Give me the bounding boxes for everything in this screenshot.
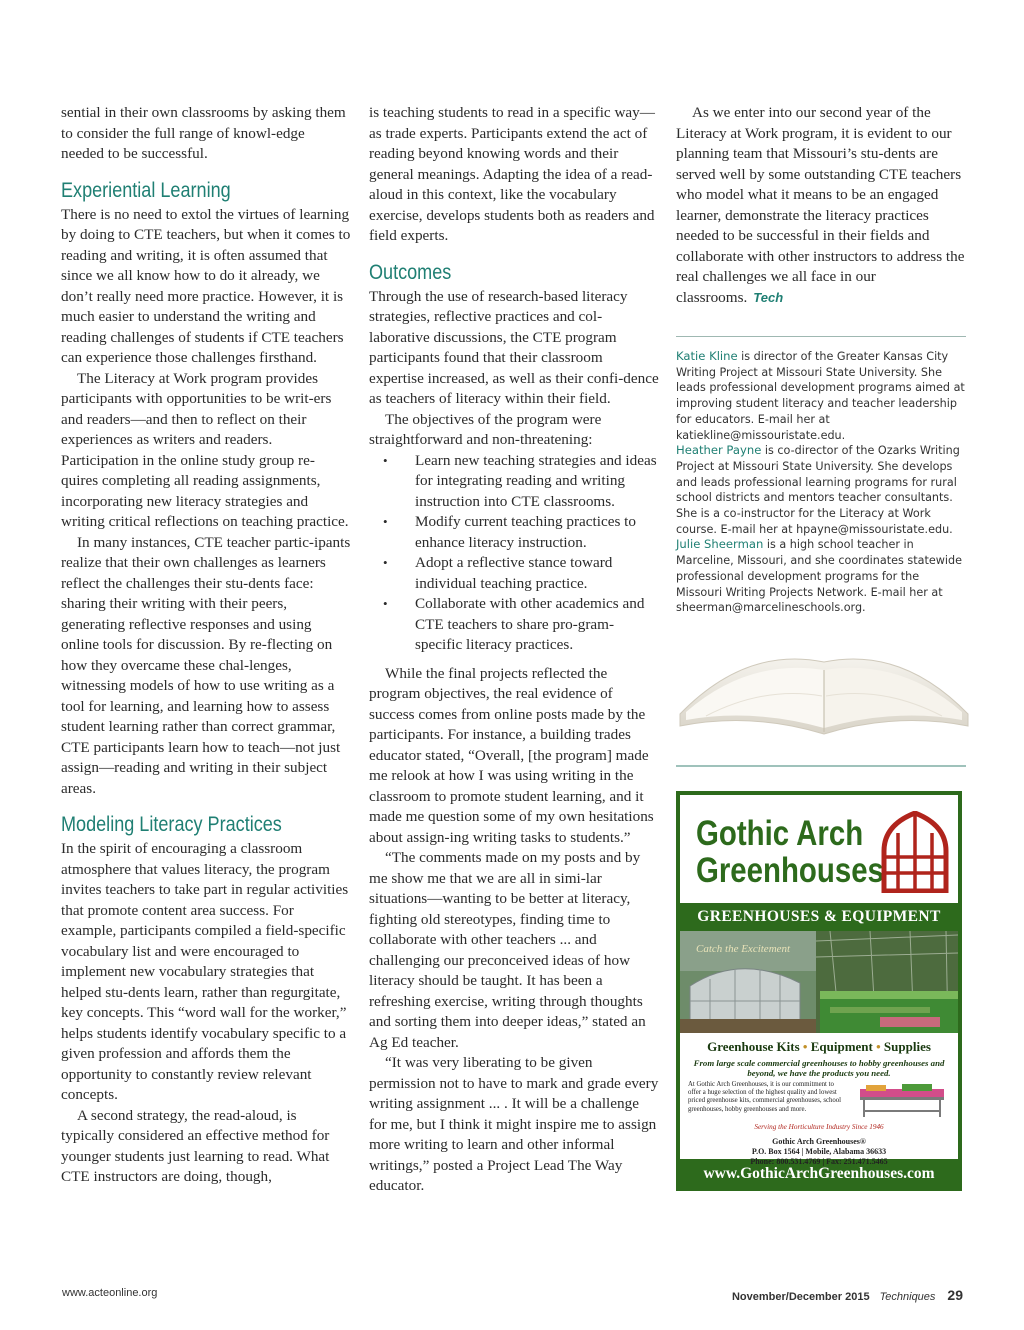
ad-band: GREENHOUSES & EQUIPMENT — [680, 903, 958, 931]
author-bio-text: is co-director of the Ozarks Writing Project at Missouri State University. She develops and leads professional learning programs for rural school districts and mentors teacher consultants. She is a co-instructor for the Literacy at Work course. E-mail her at hpayne@missouristate.edu. — [676, 444, 960, 536]
list-item: • Adopt a reflective stance toward individual teaching practice. — [369, 553, 659, 594]
author-name: Julie Sheerman — [676, 537, 764, 552]
divider — [676, 765, 966, 767]
page-number: 29 — [947, 1287, 963, 1303]
author-bio — [676, 537, 966, 616]
product: Greenhouse Kits — [707, 1039, 800, 1055]
author-bio — [676, 443, 966, 537]
ad-title-line: Gothic Arch — [696, 814, 864, 854]
since-text: Serving the Horticulture Industry Since 1946 — [754, 1122, 884, 1131]
gothic-arch-logo-icon — [878, 811, 952, 893]
paragraph: Through the use of research-based literacy strategies, reflective practices and col-laborative discussions, the CTE program participants found that their classroom expertise increased, as well as their confi-dence as teachers of literacy within their field. — [369, 287, 659, 407]
author-name: Heather Payne — [676, 443, 762, 458]
paragraph: There is no need to extol the virtues of learning by doing to CTE teachers, but when it comes to reading and writing, it is often assumed that since we all know how to do it already, we don’t really need more practice. However, it is much easier to understand the writing and reading challenges of students if CTE teachers can experience those challenges firsthand. — [61, 205, 351, 366]
footer-website[interactable]: www.acteonline.org — [62, 1287, 158, 1299]
author-bio — [676, 349, 966, 443]
paragraph: In many instances, CTE teacher partic-ipants realize that their own challenges as learners reflect the challenges their stu-dents face: sharing their writing with their peers, generating reflective responses and using online tools for discussion. By re-flecting on how they overcame these chal-lenges, witnessing models of how to use writing as a tool for learning, and learning how to assess student learning rather than correct grammar, CTE participants learn how to teach—not just assign—reading and writing in their subject areas. — [61, 533, 351, 797]
end-mark: Tech — [753, 289, 784, 305]
divider — [676, 336, 966, 337]
section-heading-outcomes: Outcomes — [369, 260, 452, 284]
paragraph: A second strategy, the read-aloud, is typically considered an effective method for younger students just learning to read. What CTE instructors are doing, though, — [61, 1106, 330, 1185]
paragraph: The Literacy at Work program provides participants with opportunities to be writ-ers and readers—and then to reflect on their experiences as writers and readers. Participation in the online study group re-quires completing all reading assignments, incorporating new literacy strategies and writing critical reflections on teaching practice. — [61, 369, 349, 530]
list-item: • Modify current teaching practices to enhance literacy instruction. — [369, 512, 659, 553]
list-item: • Collaborate with other academics and CTE teachers to share pro-gram-specific literacy practices. — [369, 594, 659, 656]
product: Supplies — [883, 1039, 931, 1055]
issue-date: November/December 2015 — [731, 1291, 870, 1303]
author-name: Katie Kline — [676, 349, 738, 363]
paragraph: sential in their own classrooms by asking them to consider the full range of knowl-edge needed to be successful. — [61, 104, 346, 162]
paragraph: While the final projects reflected the program objectives, the real evidence of success comes from online posts made by the participants. For instance, a building trades educator stated, “Overall, [the program] made me relook at how I was using writing in the classroom to promote student learning, and it made me question some of my own hesitations about assign-ing writing tasks to students.” — [369, 664, 654, 846]
commitment-text: At Gothic Arch Greenhouses, it is our commitment to offer a huge selection of the highest quality and lowest priced greenhouse kits, commercial greenhouses, school greenhouses, hobby greenhouses and more. — [688, 1080, 842, 1113]
ad-title-line: Greenhouses — [696, 851, 884, 891]
ad-title — [696, 815, 889, 889]
product: Equipment — [810, 1039, 873, 1055]
author-bio-text: is a high school teacher in Marceline, Missouri, and she coordinates statewide professional development programs for the Missouri Writing Projects Network. E-mail her at sheerman@marcelineschools.org. — [676, 538, 962, 615]
ad-website-link[interactable]: www.GothicArchGreenhouses.com — [703, 1165, 935, 1183]
list-item: • Learn new teaching strategies and ideas for integrating reading and writing instruction into CTE classrooms. — [369, 451, 659, 513]
ad-header — [680, 795, 958, 903]
paragraph: “The comments made on my posts and by me show me that we are all in simi-lar situations—wanting to be better at literacy, fighting old stereotypes, finding time to collaborate with other teachers ... and challenging our preconceived ideas of how literacy should be taught. It has been a refreshing exercise, writing through thoughts and sorting them into deeper ideas,” stated an Ag Ed teacher. — [369, 849, 646, 1051]
gothic-arch-advertisement[interactable] — [676, 791, 962, 1191]
paragraph-text: As we enter into our second year of the Literacy at Work program, it is evident to our planning team that Missouri’s stu-dents are served well by some outstanding CTE teachers who model what it means to be an engaged learner, demonstrate the literacy practices needed to be successful in their fields and collaborate with other instructors to address the real challenges we all face in our classrooms. — [676, 104, 965, 306]
ad-info — [680, 1033, 958, 1167]
greenhouse-bench-photo — [852, 1081, 952, 1119]
article-column-3 — [676, 103, 966, 1191]
section-heading-experiential-learning: Experiential Learning — [61, 178, 231, 202]
company-address: P.O. Box 1564 | Mobile, Alabama 36633 — [751, 1147, 887, 1157]
objectives-list — [369, 451, 659, 656]
tagline: From large scale commercial greenhouses to hobby greenhouses and beyond, we have the products you need. — [693, 1057, 945, 1078]
footer-issue-info — [732, 1287, 963, 1303]
author-bio-text: is director of the Greater Kansas City Writing Project at Missouri State University. She leads professional development programs aimed at improving student literacy and teacher leadership for educators. E-mail her at katiekline@missouristate.edu. — [676, 350, 965, 442]
product-list: Greenhouse Kits • Equipment • Supplies — [707, 1039, 931, 1055]
publication-name: Techniques — [879, 1291, 936, 1303]
paragraph: “It was very liberating to be given permission not to have to mark and grade every writing assignment ... . It will be a challenge for me, but I think it might inspire me to assign more writing to learn and other informal writings,” posted a Project Lead The Way educator. — [369, 1054, 659, 1194]
paragraph: The objectives of the program were straightforward and non-threatening: — [369, 410, 602, 448]
article-column-1 — [61, 103, 351, 1188]
section-heading-modeling-literacy: Modeling Literacy Practices — [61, 813, 282, 836]
company-phone: Phone: 800.531.4769 | Fax: 251.471.5465 — [750, 1157, 888, 1167]
photo-caption: Catch the Excitement — [696, 943, 791, 956]
company-name: Gothic Arch Greenhouses® — [772, 1137, 866, 1147]
article-column-2 — [369, 103, 659, 1197]
paragraph: In the spirit of encouraging a classroom atmosphere that values literacy, the program invites teachers to take part in regular activities that promote content area success. For example, participants compiled a field-specific vocabulary list and were encouraged to implement new vocabulary strategies that helped stu-dents learn, rather than regurgitate, key concepts. This “word wall for the worker,” helps students identify vocabulary specific to a given profession and affords them the opportunity to constantly review relevant concepts. — [61, 840, 349, 1103]
closing-paragraph — [676, 103, 966, 308]
open-book-image — [676, 616, 972, 741]
paragraph: is teaching students to read in a specific way—as trade experts. Participants extend the act of reading beyond knowing words and their general meanings. Adapting the idea of a read-aloud in this context, like the vocabulary exercise, develops students both as readers and field experts. — [369, 104, 655, 244]
